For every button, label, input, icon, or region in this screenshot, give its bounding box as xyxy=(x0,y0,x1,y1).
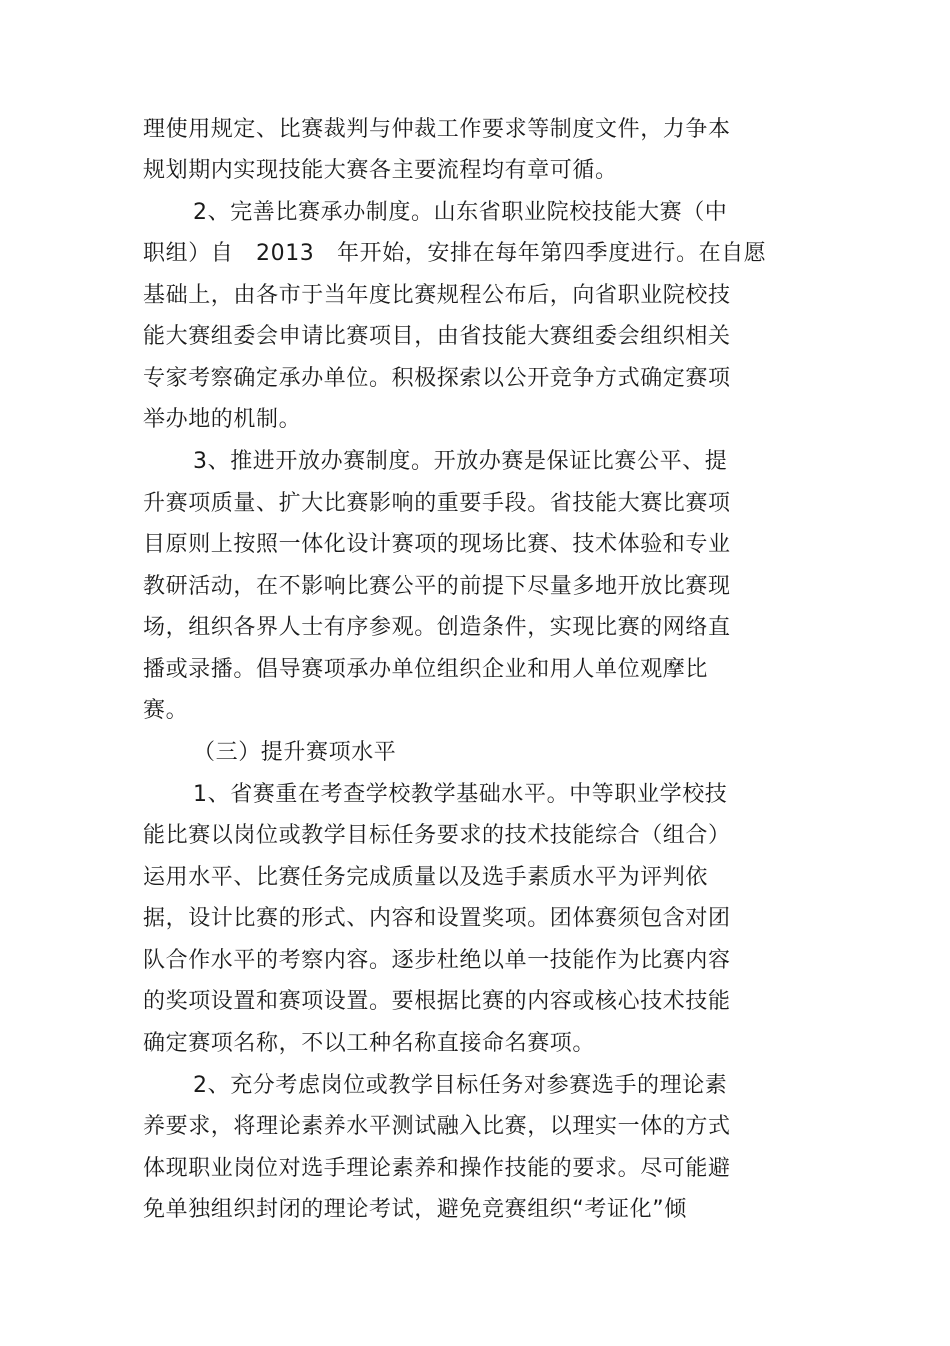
text-line: 确定赛项名称，不以工种名称直接命名赛项。 xyxy=(143,1031,596,1056)
text-line: 场，组织各界人士有序参观。创造条件，实现比赛的网络直 xyxy=(143,615,731,640)
text-line: 教研活动，在不影响比赛公平的前提下尽量多地开放比赛现 xyxy=(143,574,731,599)
text-line: 基础上，由各市于当年度比赛规程公布后，向省职业院校技 xyxy=(143,283,731,308)
text-line: 赛。 xyxy=(143,698,189,723)
paragraph-start-line: 1、省赛重在考查学校教学基础水平。中等职业学校技 xyxy=(193,782,728,807)
text-line: 养要求，将理论素养水平测试融入比赛，以理实一体的方式 xyxy=(143,1114,731,1139)
text-line: 举办地的机制。 xyxy=(143,407,302,432)
text-line: 体现职业岗位对选手理论素养和操作技能的要求。尽可能避 xyxy=(143,1156,731,1181)
text-line: 能比赛以岗位或教学目标任务要求的技术技能综合（组合） xyxy=(143,823,731,848)
text-line: 据，设计比赛的形式、内容和设置奖项。团体赛须包含对团 xyxy=(143,906,731,931)
text-line: 队合作水平的考察内容。逐步杜绝以单一技能作为比赛内容 xyxy=(143,948,731,973)
text-line: 规划期内实现技能大赛各主要流程均有章可循。 xyxy=(143,158,618,183)
text-line: 目原则上按照一体化设计赛项的现场比赛、技术体验和专业 xyxy=(143,532,731,557)
text-line: 运用水平、比赛任务完成质量以及选手素质水平为评判依 xyxy=(143,865,709,890)
paragraph-start-line: 2、充分考虑岗位或教学目标任务对参赛选手的理论素 xyxy=(193,1073,728,1098)
text-line: 能大赛组委会申请比赛项目，由省技能大赛组委会组织相关 xyxy=(143,324,731,349)
text-line: 升赛项质量、扩大比赛影响的重要手段。省技能大赛比赛项 xyxy=(143,491,731,516)
section-heading: （三）提升赛项水平 xyxy=(193,740,397,765)
paragraph-start-line: 3、推进开放办赛制度。开放办赛是保证比赛公平、提 xyxy=(193,449,728,474)
text-line: 的奖项设置和赛项设置。要根据比赛的内容或核心技术技能 xyxy=(143,989,731,1014)
text-line: 专家考察确定承办单位。积极探索以公开竞争方式确定赛项 xyxy=(143,366,731,391)
text-line: 理使用规定、比赛裁判与仲裁工作要求等制度文件，力争本 xyxy=(143,117,731,142)
text-line: 职组）自 2013 年开始，安排在每年第四季度进行。在自愿 xyxy=(143,241,767,266)
text-line: 免单独组织封闭的理论考试，避免竞赛组织“考证化”倾 xyxy=(143,1197,687,1222)
paragraph-start-line: 2、完善比赛承办制度。山东省职业院校技能大赛（中 xyxy=(193,200,728,225)
text-line: 播或录播。倡导赛项承办单位组织企业和用人单位观摩比 xyxy=(143,657,709,682)
